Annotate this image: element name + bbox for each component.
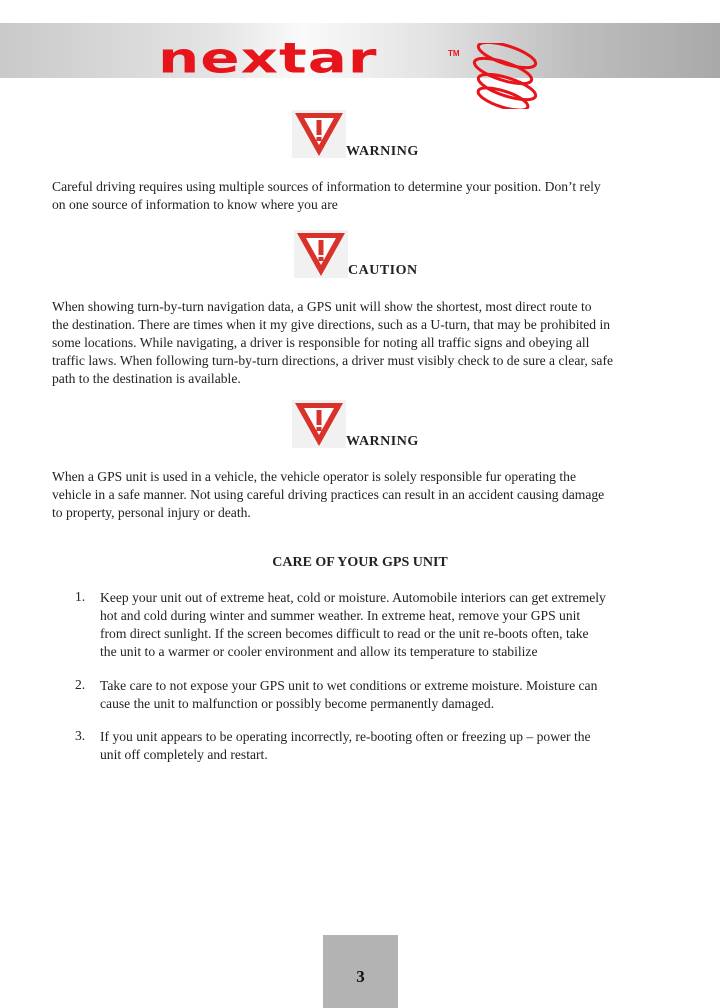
header-banner — [0, 23, 720, 83]
text-line: unit off completely and restart. — [100, 747, 268, 762]
text-line: vehicle in a safe manner. Not using careful driving practices can result in an accident causing damage — [52, 487, 605, 502]
list-item — [100, 728, 591, 764]
text-line: When showing turn-by-turn navigation data, a GPS unit will show the shortest, most direct route to — [52, 299, 592, 314]
warning-label: WARNING — [346, 144, 419, 159]
warning-triangle-icon — [294, 230, 348, 278]
list-number: 3. — [75, 728, 86, 743]
text-line: some locations. While navigating, a driver is responsible for noting all traffic signs and obeying all — [52, 335, 590, 350]
text-line: the destination. There are times when it my give directions, such as a U-turn, that may be prohibited in — [52, 317, 611, 332]
text-line: on one source of information to know where you are — [52, 197, 338, 212]
caution-paragraph — [52, 298, 613, 388]
page-number-box — [323, 935, 398, 1008]
text-line: path to the destination is available. — [52, 371, 241, 386]
care-heading: CARE OF YOUR GPS UNIT — [272, 555, 448, 570]
list-item — [100, 589, 606, 661]
list-item — [100, 677, 597, 713]
trademark: TM — [448, 49, 460, 58]
list-number: 2. — [75, 677, 86, 692]
text-line: from direct sunlight. If the screen becomes difficult to read or the unit re-boots often, take — [100, 626, 589, 641]
warning-triangle-icon — [292, 110, 346, 158]
text-line: cause the unit to malfunction or possibly become permanently damaged. — [100, 696, 495, 711]
text-line: the unit to a warmer or cooler environment and allow its temperature to stabilize — [100, 644, 538, 659]
warning-paragraph — [52, 178, 601, 214]
list-number: 1. — [75, 589, 86, 604]
text-line: Careful driving requires using multiple sources of information to determine your position. Don’t rely — [52, 179, 601, 194]
text-line: to property, personal injury or death. — [52, 505, 251, 520]
warning-paragraph — [52, 468, 604, 522]
text-line: Take care to not expose your GPS unit to wet conditions or extreme moisture. Moisture can — [100, 678, 598, 693]
text-line: If you unit appears to be operating incorrectly, re-booting often or freezing up – power the — [100, 729, 591, 744]
nextar-logo: nextar — [158, 33, 378, 83]
page-number: 3 — [356, 967, 365, 986]
text-line: traffic laws. When following turn-by-turn directions, a driver must visibly check to de sure a clear, safe — [52, 353, 614, 368]
warning-triangle-icon — [292, 400, 346, 448]
warning-label: WARNING — [346, 434, 419, 449]
text-line: When a GPS unit is used in a vehicle, the vehicle operator is solely responsible fur operating the — [52, 469, 576, 484]
text-line: hot and cold during winter and summer weather. In extreme heat, remove your GPS unit — [100, 608, 581, 623]
caution-label: CAUTION — [348, 263, 418, 278]
text-line: Keep your unit out of extreme heat, cold or moisture. Automobile interiors can get extremely — [100, 590, 606, 605]
logo-swirl-icon — [463, 43, 553, 109]
